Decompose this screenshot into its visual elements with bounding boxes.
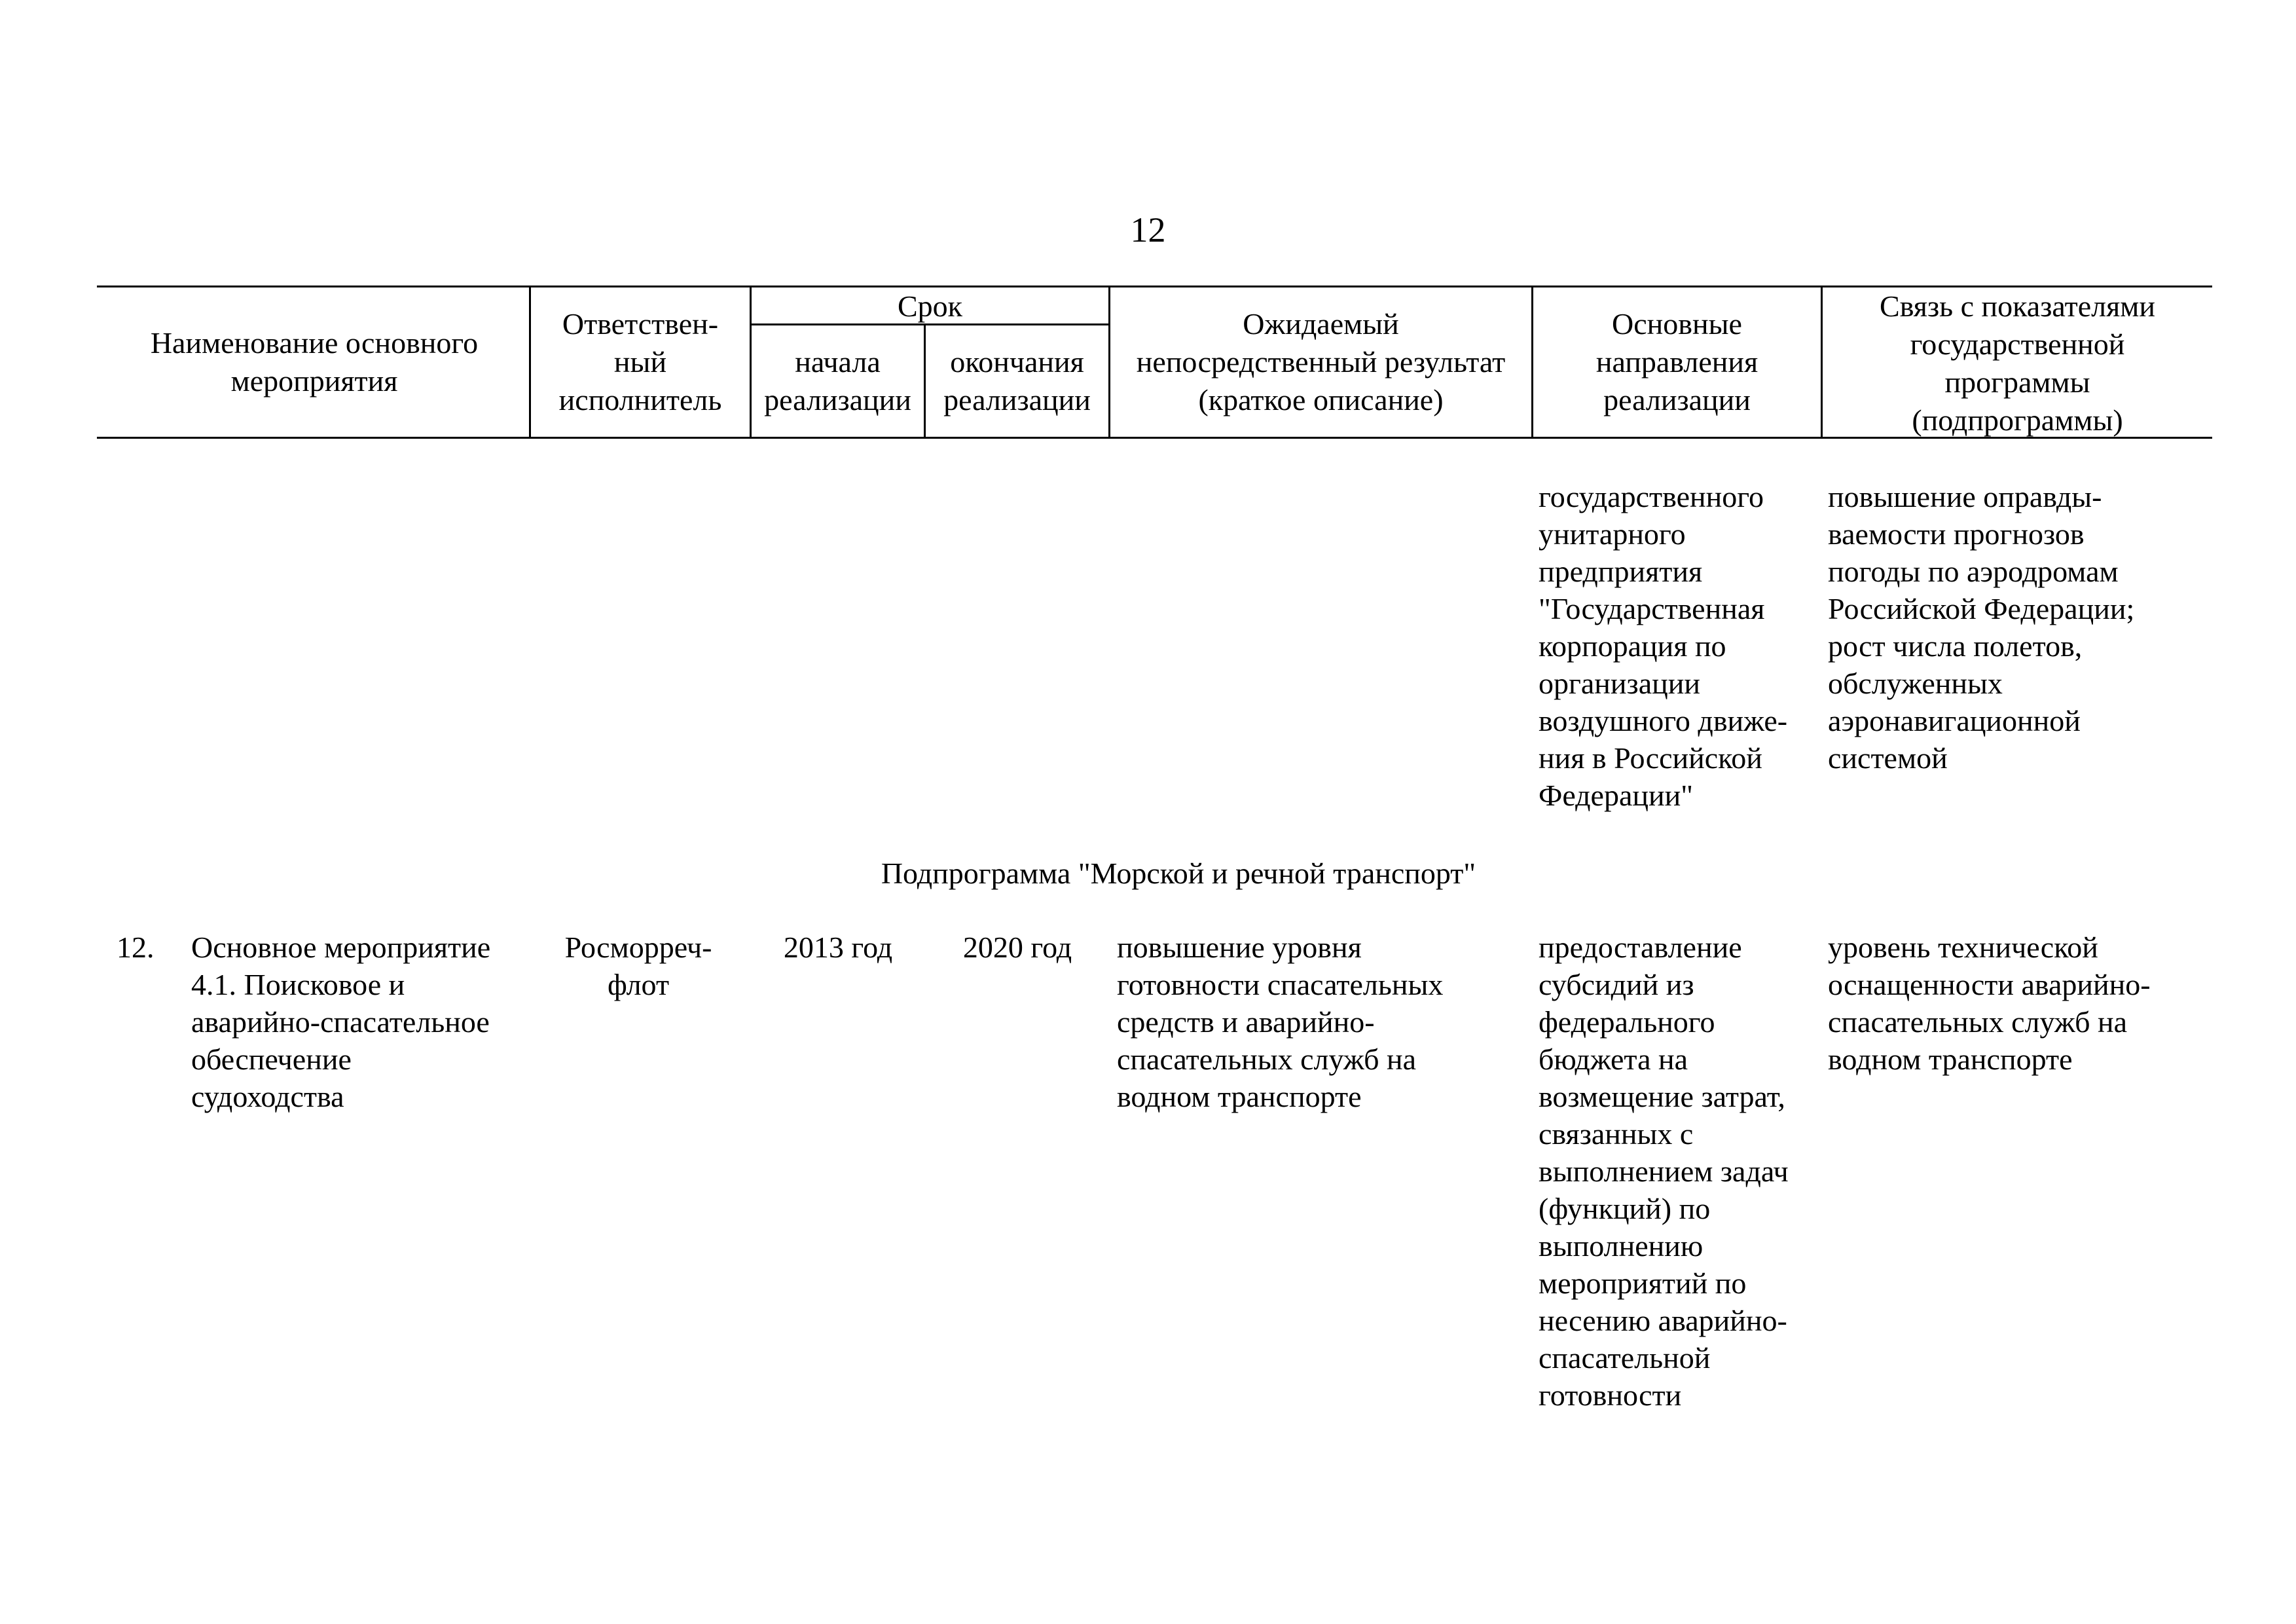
row-result: повышение уровня готовности спасательных средств и аварийно- спасательных служб на водном транспорте [1117, 931, 1444, 1113]
row-name: Основное мероприятие 4.1. Поисковое и аварийно-спасательное обеспечение судоходства [191, 931, 491, 1113]
row-end: 2020 год [962, 931, 1072, 964]
row-link: уровень технической оснащенности аварийно- спасательных служб на водном транспорте [1828, 931, 2151, 1076]
header-term: Срок [897, 289, 963, 323]
row-start: 2013 год [783, 931, 893, 964]
continuation-directions: государственного унитарного предприятия "Государственная корпорация по организации воздушного движе- ния в Российской Федерации" [1539, 480, 1788, 812]
row-number: 12. [117, 931, 155, 964]
header-directions: Основные направления реализации [1595, 307, 1758, 416]
header-link: Связь с показателями государственной программы (подпрограммы) [1880, 289, 2155, 437]
header-end: окончания реализации [943, 345, 1091, 416]
header-responsible: Ответствен- ный исполнитель [558, 307, 722, 416]
subprogram-title: Подпрограмма "Морской и речной транспорт" [881, 857, 1476, 890]
header-result: Ожидаемый непосредственный результат (краткое описание) [1136, 307, 1506, 416]
header-name: Наименование основного мероприятия [150, 326, 479, 397]
row-directions: предоставление субсидий из федерального бюджета на возмещение затрат, связанных с выполнением задач (функций) по выполнению мероприятий по несению аварийно- спасательной готовности [1539, 931, 1789, 1412]
continuation-link: повышение оправды- ваемости прогнозов погоды по аэродромам Российской Федерации; рост числа полетов, обслуженных аэронавигационной системой [1828, 480, 2135, 775]
row-responsible: Росморреч- флот [564, 931, 712, 1001]
header-start: начала реализации [764, 345, 911, 416]
page-number: 12 [1130, 210, 1166, 249]
